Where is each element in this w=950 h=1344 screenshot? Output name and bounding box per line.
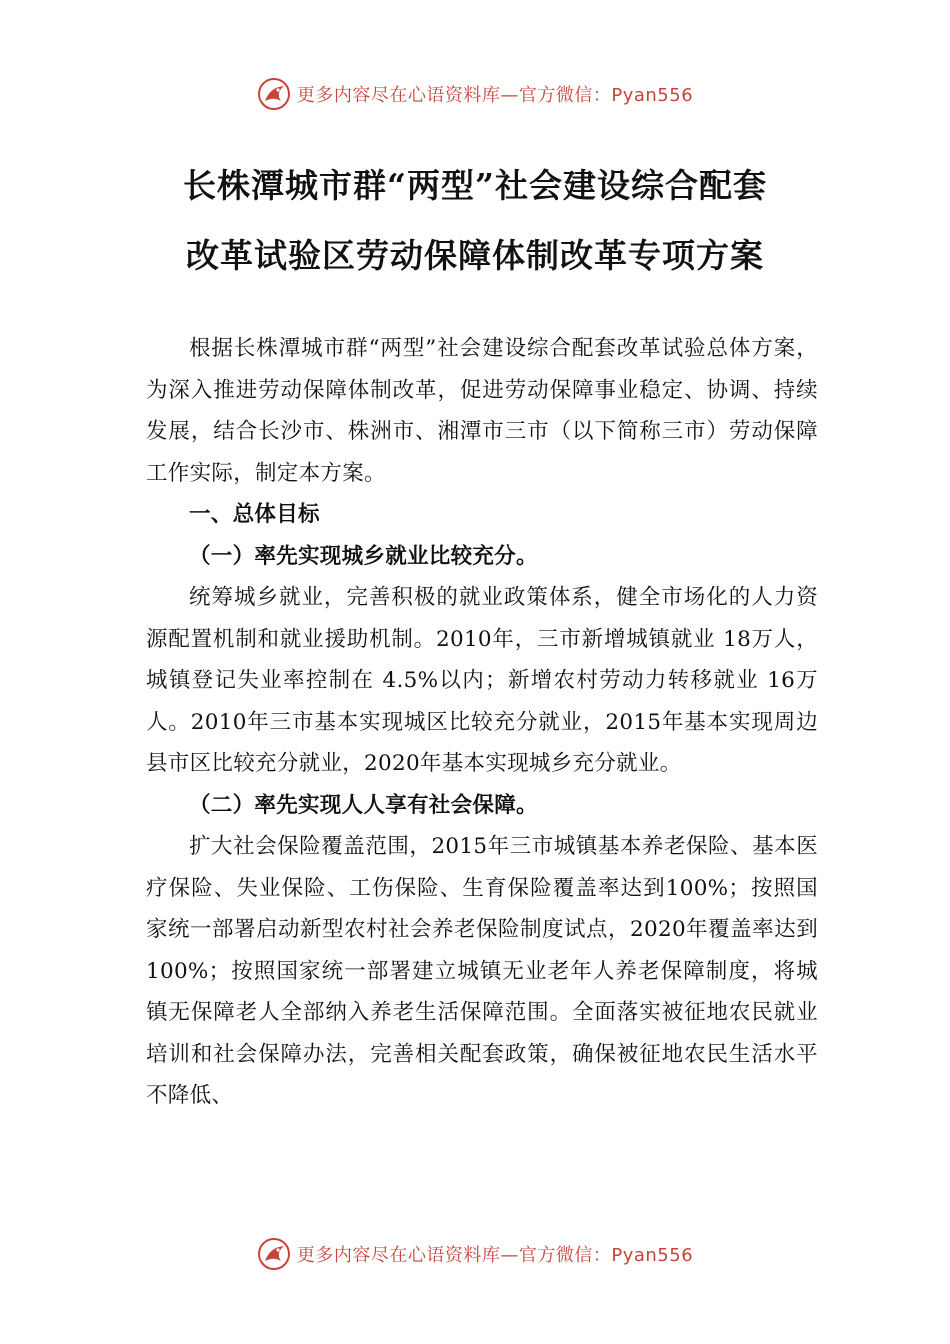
header-watermark bbox=[0, 74, 950, 114]
footer-watermark bbox=[0, 1234, 950, 1274]
social-security-paragraph: 扩大社会保险覆盖范围，2015年三市城镇基本养老保险、基本医疗保险、失业保险、工伤保险、生育保险覆盖率达到100%；按照国家统一部署启动新型农村社会养老保险制度试点，2020年覆盖率达到 100%；按照国家统一部署建立城镇无业老年人养老保障制度，将城镇无保障老人全部纳入养老生活保障范围。全面落实被征地农民就业培训和社会保障办法，完善相关配套政策，确保被征地农民生活水平不降低、 bbox=[146, 834, 818, 1108]
fox-seal-icon bbox=[257, 1237, 291, 1271]
intro-paragraph: 根据长株潭城市群“两型”社会建设综合配套改革试验总体方案，为深入推进劳动保障体制改革，促进劳动保障事业稳定、协调、持续发展，结合长沙市、株洲市、湘潭市三市（以下简称三市）劳动保障工作实际，制定本方案。 bbox=[146, 336, 818, 486]
watermark-text: 更多内容尽在心语资料库—官方微信：Pyan556 bbox=[296, 1245, 694, 1266]
watermark-text: 更多内容尽在心语资料库—官方微信：Pyan556 bbox=[296, 85, 694, 106]
fox-seal-icon bbox=[257, 77, 291, 111]
subsection-heading-social-security: （二）率先实现人人享有社会保障。 bbox=[189, 792, 538, 818]
document-title-line1: 长株潭城市群“两型”社会建设综合配套 bbox=[183, 166, 767, 205]
section-heading-overall-goals: 一、总体目标 bbox=[189, 502, 320, 527]
document-title-line2: 改革试验区劳动保障体制改革专项方案 bbox=[186, 236, 764, 275]
subsection-heading-employment: （一）率先实现城乡就业比较充分。 bbox=[189, 543, 538, 569]
employment-paragraph: 统筹城乡就业，完善积极的就业政策体系，健全市场化的人力资源配置机制和就业援助机制。2010年，三市新增城镇就业 18万人，城镇登记失业率控制在 4.5%以内；新增农村劳动力转移就业 16万人。2010年三市基本实现城区比较充分就业，2015年基本实现周边县市区比较充分就业，2020年基本实现城乡充分就业。 bbox=[146, 585, 818, 776]
document-body bbox=[146, 328, 818, 1117]
